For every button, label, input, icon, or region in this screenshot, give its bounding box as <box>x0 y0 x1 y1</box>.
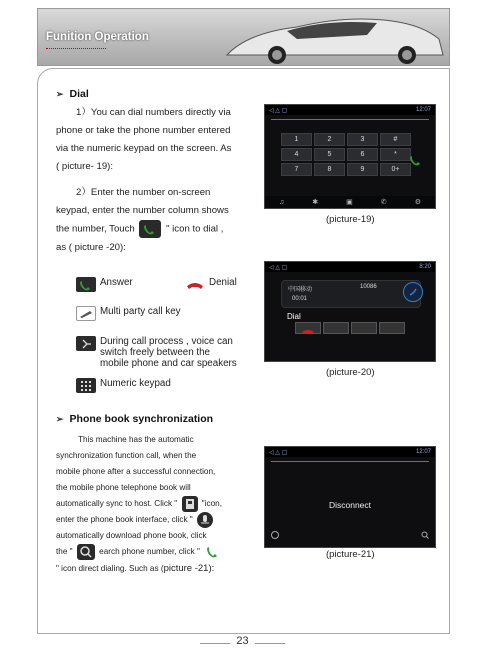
car-image <box>217 11 447 65</box>
phonebook-line: the mobile phone telephone book will <box>56 483 191 492</box>
transfer-button[interactable] <box>323 322 349 334</box>
legend-switch-voice <box>76 336 266 369</box>
phone-icon[interactable]: ✆ <box>380 199 387 206</box>
arrow-icon: ➢ <box>56 89 64 99</box>
page-number: 23 <box>236 635 249 647</box>
key[interactable]: 5 <box>314 148 345 161</box>
key[interactable]: 6 <box>347 148 378 161</box>
dial-paragraph-2 <box>56 184 261 257</box>
phonebook-line: synchronization function call, when the <box>56 451 197 460</box>
hangup-button[interactable] <box>295 322 321 334</box>
settings-icon[interactable]: ⚙ <box>414 199 421 206</box>
key[interactable]: 4 <box>281 148 312 161</box>
legend-switch-line: mobile phone and car speakers <box>100 358 237 369</box>
search-icon[interactable] <box>421 526 429 544</box>
numeric-keypad <box>281 133 411 176</box>
call-controls <box>295 322 405 334</box>
key[interactable]: 9 <box>347 163 378 176</box>
phonebook-line: automatically sync to host. Click " "icon, <box>56 496 261 512</box>
bottom-toolbar <box>265 196 435 208</box>
disconnect-message: Disconnect <box>328 500 372 510</box>
phonebook-line: the " earch phone number, click " <box>56 544 261 560</box>
answer-call-icon <box>139 220 161 238</box>
dial-phone-icon <box>204 544 222 560</box>
voice-switch-button[interactable] <box>351 322 377 334</box>
key[interactable]: 8 <box>314 163 345 176</box>
keypad-icon <box>76 378 96 393</box>
voice-switch-icon <box>76 336 96 351</box>
phonebook-heading-text: Phone book synchronization <box>69 413 214 425</box>
phonebook-line: This machine has the automatic <box>78 435 194 444</box>
legend-answer-label: Answer <box>100 277 133 288</box>
contacts-book-icon <box>182 496 198 512</box>
music-icon[interactable]: ♫ <box>279 198 285 206</box>
arrow-icon: ➢ <box>56 414 64 424</box>
key[interactable]: 1 <box>281 133 312 146</box>
dial-p1-line: via the numeric keypad on the screen. As <box>56 143 232 154</box>
carrier-name: 中国移动 <box>288 287 313 293</box>
status-time: 12:07 <box>415 107 431 113</box>
legend-answer <box>76 277 133 292</box>
dial-p1-line: 1）You can dial numbers directly via <box>76 107 231 118</box>
key[interactable]: 2 <box>314 133 345 146</box>
dial-p2-line: the number, Touch " icon to dial , <box>56 220 261 239</box>
call-button-icon[interactable] <box>409 153 421 171</box>
status-time: 8:20 <box>419 264 431 270</box>
key[interactable]: 3 <box>347 133 378 146</box>
status-bar <box>265 105 435 115</box>
nav-icons: ◁ △ ▢ <box>269 107 288 114</box>
phonebook-line: mobile phone after a successful connection, <box>56 467 216 476</box>
screen-picture-19 <box>264 104 436 209</box>
legend-denial <box>185 277 237 292</box>
download-icon <box>197 512 213 528</box>
status-bar <box>265 447 435 457</box>
accent-line <box>271 119 429 120</box>
multi-party-call-icon <box>76 306 96 321</box>
download-icon[interactable] <box>271 526 279 544</box>
nav-icons: ◁ △ ▢ <box>269 264 288 271</box>
phonebook-heading <box>56 413 213 425</box>
call-duration: 00:01 <box>292 296 308 302</box>
mute-button[interactable] <box>403 282 423 302</box>
screen-picture-20 <box>264 261 436 362</box>
dial-paragraph-1 <box>56 104 256 176</box>
dial-heading-text: Dial <box>69 88 89 100</box>
dial-p2-line: keypad, enter the number column shows <box>56 205 229 216</box>
legend-keypad-label: Numeric keypad <box>100 378 171 389</box>
key[interactable]: * <box>380 148 411 161</box>
status-bar <box>265 262 435 272</box>
legend-denial-label: Denial <box>209 277 237 288</box>
header-title-underline <box>46 47 106 49</box>
legend-multi-party-label: Multi party call key <box>100 306 181 317</box>
keypad-button[interactable] <box>379 322 405 334</box>
legend-multi-party <box>76 306 181 321</box>
phonebook-line: enter the phone book interface, click " <box>56 512 261 528</box>
dial-p1-line: phone or take the phone number entered <box>56 125 231 136</box>
legend-numeric-keypad <box>76 378 171 393</box>
phonebook-line: automatically download phone book, click <box>56 531 207 541</box>
accent-line <box>271 461 429 462</box>
status-time: 12:07 <box>415 449 431 455</box>
header-banner <box>37 8 450 66</box>
dial-heading <box>56 88 89 100</box>
bluetooth-icon[interactable]: ✱ <box>312 199 319 206</box>
phonebook-paragraph <box>56 432 261 577</box>
dial-label: Dial <box>287 312 301 321</box>
key[interactable]: # <box>380 133 411 146</box>
caption-picture-20: (picture-20) <box>326 367 375 378</box>
nav-icons: ◁ △ ▢ <box>269 449 288 456</box>
legend-switch-line: switch freely between the <box>100 347 210 358</box>
key[interactable]: 7 <box>281 163 312 176</box>
dial-p2-line: 2）Enter the number on-screen <box>76 187 211 198</box>
answer-icon <box>76 277 96 292</box>
call-info-panel <box>281 280 421 308</box>
phonebook-line: " icon direct dialing. Such as (picture -21): <box>56 562 215 574</box>
dial-p1-line: ( picture- 19): <box>56 161 114 172</box>
contacts-icon[interactable]: ▣ <box>346 199 353 206</box>
call-number: 10086 <box>360 284 377 290</box>
legend-switch-line: During call process , voice can <box>100 336 233 347</box>
caption-picture-19: (picture-19) <box>326 214 375 225</box>
search-icon <box>77 544 95 560</box>
screen-picture-21 <box>264 446 436 548</box>
caption-picture-21: (picture-21) <box>326 549 375 560</box>
dial-p2-line: as ( picture -20): <box>56 241 126 253</box>
key[interactable]: 0+ <box>380 163 411 176</box>
denial-icon <box>185 277 205 292</box>
header-title: Funition Operation <box>46 31 149 43</box>
